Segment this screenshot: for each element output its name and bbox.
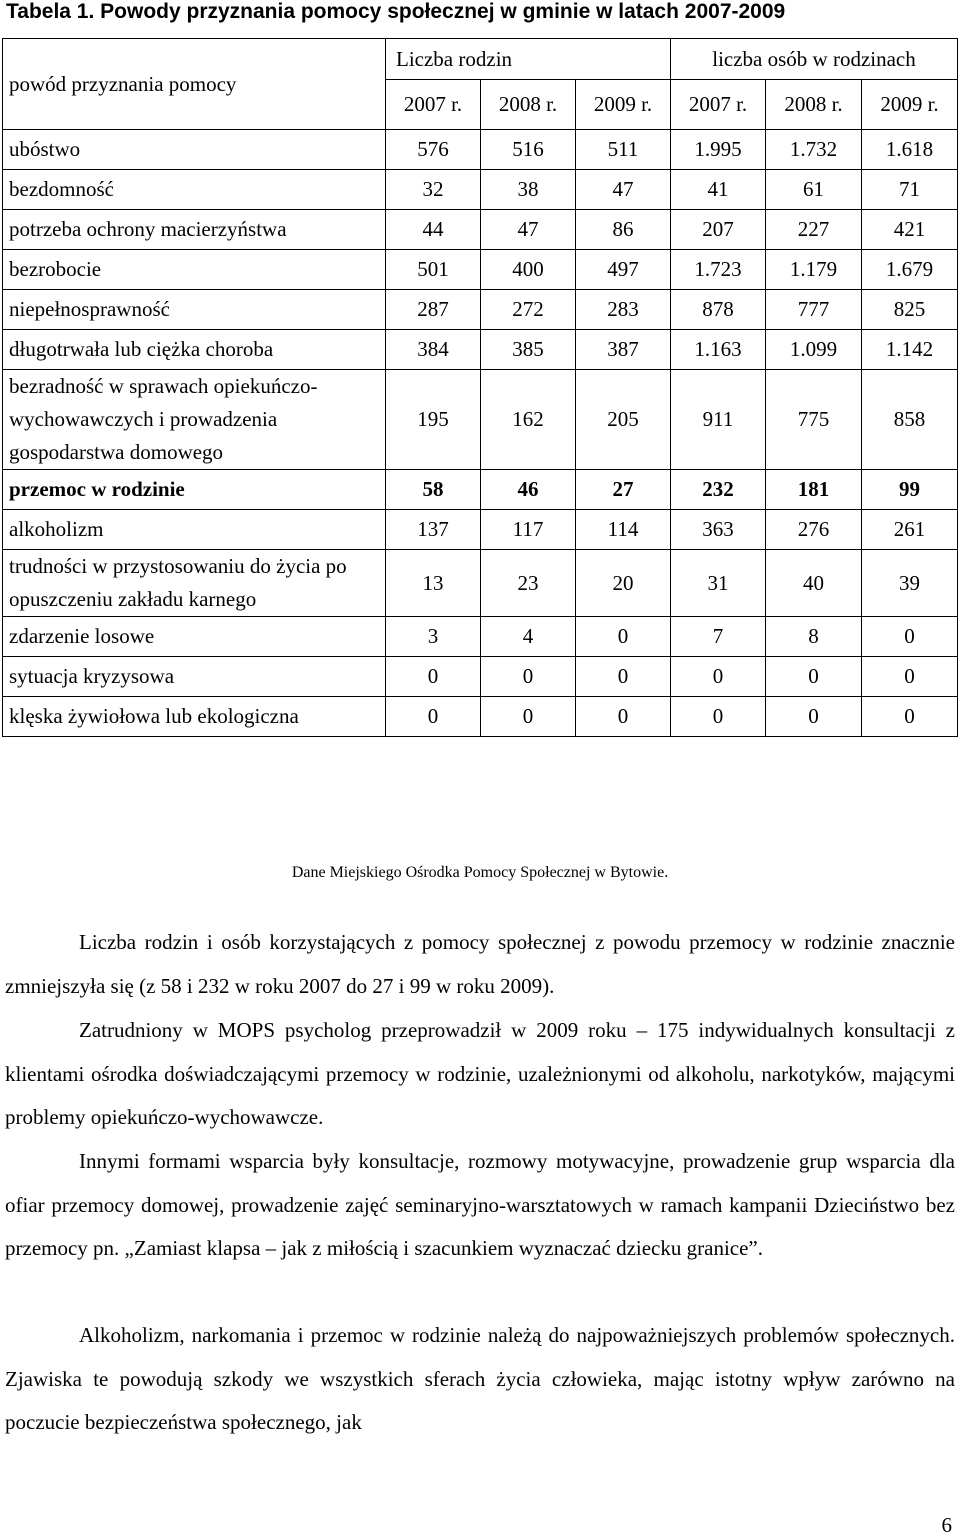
row-label: klęska żywiołowa lub ekologiczna xyxy=(3,697,386,737)
table-cell: 8 xyxy=(766,617,862,657)
table-cell: 1.732 xyxy=(766,130,862,170)
table-cell: 516 xyxy=(481,130,576,170)
table-cell: 1.163 xyxy=(671,330,766,370)
table-cell: 501 xyxy=(386,250,481,290)
row-label: zdarzenie losowe xyxy=(3,617,386,657)
table-cell: 1.179 xyxy=(766,250,862,290)
table-cell: 272 xyxy=(481,290,576,330)
body-paragraph: Alkoholizm, narkomania i przemoc w rodzinie należą do najpoważniejszych problemów społecznych. Zjawiska te powodują szkody we wszystkich sferach życia człowieka, mając istotny wpływ zarówno na poczucie bezpieczeństwa społecznego, jak xyxy=(5,1323,955,1434)
table-row xyxy=(3,370,958,470)
table-cell: 911 xyxy=(671,370,766,470)
table-cell: 58 xyxy=(386,470,481,510)
table-row xyxy=(3,470,958,510)
table-cell: 387 xyxy=(576,330,671,370)
table-cell: 0 xyxy=(862,657,958,697)
table-cell: 232 xyxy=(671,470,766,510)
row-label: alkoholizm xyxy=(3,510,386,550)
table-cell: 0 xyxy=(576,657,671,697)
page-number: 6 xyxy=(941,1513,952,1537)
table-cell: 114 xyxy=(576,510,671,550)
column-group-persons: liczba osób w rodzinach xyxy=(671,39,958,80)
table-cell: 38 xyxy=(481,170,576,210)
table-cell: 4 xyxy=(481,617,576,657)
table-cell: 181 xyxy=(766,470,862,510)
table-cell: 47 xyxy=(576,170,671,210)
body-paragraph: Innymi formami wsparcia były konsultacje, rozmowy motywacyjne, prowadzenie grup wsparcia dla ofiar przemocy domowej, prowadzenie zajęć seminaryjno-warsztatowych w ramach kampanii Dzieciństwo bez przemocy pn. „Zamiast klapsa – jak z miłością i szacunkiem wyznaczać dziecku granice”. xyxy=(5,1149,955,1260)
row-label: bezrobocie xyxy=(3,250,386,290)
table-row xyxy=(3,250,958,290)
table-cell: 0 xyxy=(576,617,671,657)
table-row xyxy=(3,510,958,550)
column-header-year: 2007 r. xyxy=(386,80,481,130)
table-cell: 385 xyxy=(481,330,576,370)
table-row xyxy=(3,130,958,170)
table-cell: 777 xyxy=(766,290,862,330)
row-label: przemoc w rodzinie xyxy=(3,470,386,510)
column-header-year: 2009 r. xyxy=(576,80,671,130)
table-cell: 1.099 xyxy=(766,330,862,370)
table-cell: 1.142 xyxy=(862,330,958,370)
table-cell: 276 xyxy=(766,510,862,550)
table-cell: 3 xyxy=(386,617,481,657)
table-row xyxy=(3,170,958,210)
table-cell: 13 xyxy=(386,550,481,617)
table-cell: 31 xyxy=(671,550,766,617)
table-cell: 40 xyxy=(766,550,862,617)
table-cell: 0 xyxy=(766,657,862,697)
row-label: bezradność w sprawach opiekuńczo-wychowawczych i prowadzenia gospodarstwa domowego xyxy=(3,370,386,470)
table-cell: 421 xyxy=(862,210,958,250)
table-cell: 32 xyxy=(386,170,481,210)
table-cell: 363 xyxy=(671,510,766,550)
column-group-families: Liczba rodzin xyxy=(386,39,671,80)
table-cell: 1.723 xyxy=(671,250,766,290)
table-cell: 162 xyxy=(481,370,576,470)
row-label: potrzeba ochrony macierzyństwa xyxy=(3,210,386,250)
row-label: bezdomność xyxy=(3,170,386,210)
table-cell: 576 xyxy=(386,130,481,170)
table-cell: 0 xyxy=(481,697,576,737)
table-title: Tabela 1. Powody przyznania pomocy społecznej w gminie w latach 2007-2009 xyxy=(6,0,786,23)
table-row xyxy=(3,657,958,697)
table-cell: 71 xyxy=(862,170,958,210)
table-cell: 1.995 xyxy=(671,130,766,170)
table-cell: 47 xyxy=(481,210,576,250)
table-cell: 497 xyxy=(576,250,671,290)
table-cell: 61 xyxy=(766,170,862,210)
table-cell: 400 xyxy=(481,250,576,290)
column-header-year: 2008 r. xyxy=(766,80,862,130)
column-header-year: 2009 r. xyxy=(862,80,958,130)
table-cell: 23 xyxy=(481,550,576,617)
body-paragraph: Zatrudniony w MOPS psycholog przeprowadził w 2009 roku – 175 indywidualnych konsultacji z klientami ośrodka doświadczającymi przemocy w rodzinie, uzależnionymi od alkoholu, narkotyków, mającymi problemy opiekuńczo-wychowawcze. xyxy=(5,1018,955,1129)
column-header-year: 2008 r. xyxy=(481,80,576,130)
table-cell: 0 xyxy=(862,617,958,657)
table-cell: 858 xyxy=(862,370,958,470)
table-cell: 775 xyxy=(766,370,862,470)
table-cell: 511 xyxy=(576,130,671,170)
aid-reasons-table xyxy=(2,38,958,737)
table-cell: 825 xyxy=(862,290,958,330)
table-cell: 27 xyxy=(576,470,671,510)
table-cell: 137 xyxy=(386,510,481,550)
table-cell: 46 xyxy=(481,470,576,510)
table-row xyxy=(3,550,958,617)
table-cell: 205 xyxy=(576,370,671,470)
column-header-reason: powód przyznania pomocy xyxy=(3,39,386,130)
table-cell: 0 xyxy=(671,657,766,697)
table-cell: 195 xyxy=(386,370,481,470)
row-label: ubóstwo xyxy=(3,130,386,170)
row-label: sytuacja kryzysowa xyxy=(3,657,386,697)
table-cell: 227 xyxy=(766,210,862,250)
table-cell: 44 xyxy=(386,210,481,250)
table-cell: 41 xyxy=(671,170,766,210)
table-cell: 0 xyxy=(481,657,576,697)
row-label: długotrwała lub ciężka choroba xyxy=(3,330,386,370)
table-row xyxy=(3,330,958,370)
table-cell: 99 xyxy=(862,470,958,510)
table-cell: 0 xyxy=(386,697,481,737)
column-header-year: 2007 r. xyxy=(671,80,766,130)
table-cell: 384 xyxy=(386,330,481,370)
source-note: Dane Miejskiego Ośrodka Pomocy Społecznej w Bytowie. xyxy=(291,864,669,881)
table-cell: 0 xyxy=(671,697,766,737)
table-cell: 0 xyxy=(576,697,671,737)
table-cell: 878 xyxy=(671,290,766,330)
body-paragraph: Liczba rodzin i osób korzystających z pomocy społecznej z powodu przemocy w rodzinie znacznie zmniejszyła się (z 58 i 232 w roku 2007 do 27 i 99 w roku 2009). xyxy=(5,930,955,998)
table-cell: 39 xyxy=(862,550,958,617)
table-cell: 0 xyxy=(862,697,958,737)
row-label: niepełnosprawność xyxy=(3,290,386,330)
table-cell: 1.618 xyxy=(862,130,958,170)
table-cell: 1.679 xyxy=(862,250,958,290)
table-row xyxy=(3,290,958,330)
table-row xyxy=(3,617,958,657)
table-cell: 7 xyxy=(671,617,766,657)
table-cell: 283 xyxy=(576,290,671,330)
table-cell: 20 xyxy=(576,550,671,617)
table-cell: 0 xyxy=(386,657,481,697)
table-cell: 207 xyxy=(671,210,766,250)
table-row xyxy=(3,210,958,250)
table-row xyxy=(3,697,958,737)
table-cell: 287 xyxy=(386,290,481,330)
table-cell: 261 xyxy=(862,510,958,550)
row-label: trudności w przystosowaniu do życia po opuszczeniu zakładu karnego xyxy=(3,550,386,617)
table-cell: 86 xyxy=(576,210,671,250)
table-cell: 0 xyxy=(766,697,862,737)
table-cell: 117 xyxy=(481,510,576,550)
header-row-groups xyxy=(3,39,958,80)
